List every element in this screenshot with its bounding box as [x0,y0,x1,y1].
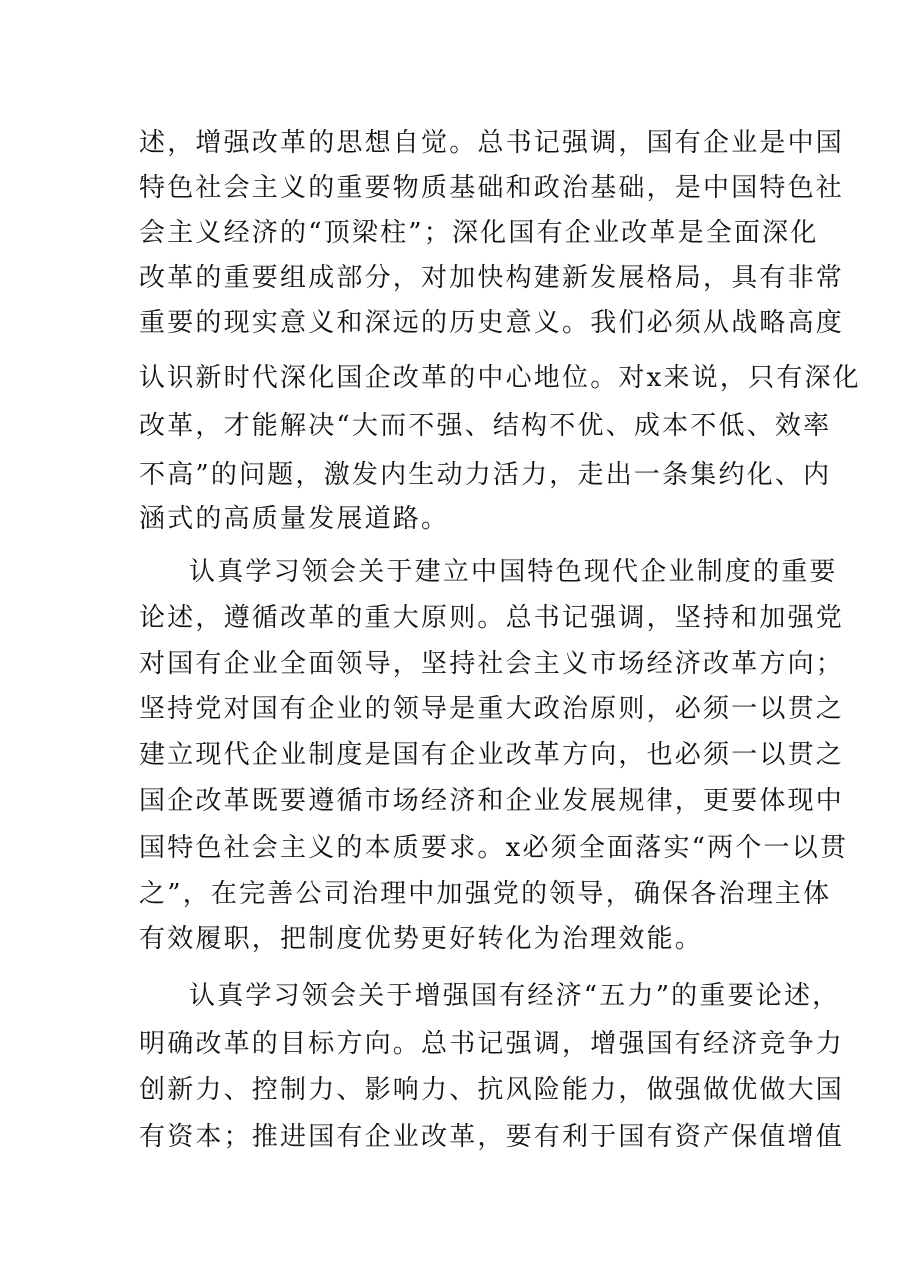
paragraph-line: 涵式的高质量发展道路。 [139,504,450,534]
paragraph-line: 重要的现实意义和深远的历史意义。我们必须从战略高度 [139,308,845,338]
paragraph-line: 认真学习领会关于建立中国特色现代企业制度的重要 [189,557,838,587]
paragraph-line: 改革，才能解决“大而不强、结构不优、成本不低、效率 [139,411,832,441]
paragraph-line: 明确改革的目标方向。总书记强调，增强国有经济竞争力 [139,1029,845,1059]
paragraph-line: 建立现代企业制度是国有企业改革方向，也必须一以贯之 [139,740,845,770]
paragraph-line: 述，增强改革的思想自觉。总书记强调，国有企业是中国 [139,128,845,158]
paragraph-line: 认真学习领会关于增强国有经济“五力”的重要论述， [189,981,841,1011]
paragraph-line: 认识新时代深化国企改革的中心地位。对x来说，只有深化 [139,363,861,393]
paragraph-line: 有资本；推进国有企业改革，要有利于国有资产保值增值 [139,1122,845,1152]
paragraph-line: 不高”的问题，激发内生动力活力，走出一条集约化、内 [139,460,832,490]
paragraph-line: 改革的重要组成部分，对加快构建新发展格局，具有非常 [139,263,845,293]
paragraph-line: 论述，遵循改革的重大原则。总书记强调，坚持和加强党 [139,603,845,633]
paragraph-line: 坚持党对国有企业的领导是重大政治原则，必须一以贯之 [139,694,845,724]
paragraph-line: 国企改革既要遵循市场经济和企业发展规律，更要体现中 [139,786,845,816]
paragraph-line: 特色社会主义的重要物质基础和政治基础，是中国特色社 [139,173,845,203]
paragraph-line: 创新力、控制力、影响力、抗风险能力，做强做优做大国 [139,1075,845,1105]
paragraph-line: 之”，在完善公司治理中加强党的领导，确保各治理主体 [139,879,832,909]
paragraph-line: 有效履职，把制度优势更好转化为治理效能。 [139,924,704,954]
paragraph-line: 对国有企业全面领导，坚持社会主义市场经济改革方向； [139,649,845,679]
paragraph-line: 国特色社会主义的本质要求。x必须全面落实“两个一以贯 [139,833,849,863]
paragraph-line: 会主义经济的“顶梁柱”；深化国有企业改革是全面深化 [139,218,819,248]
